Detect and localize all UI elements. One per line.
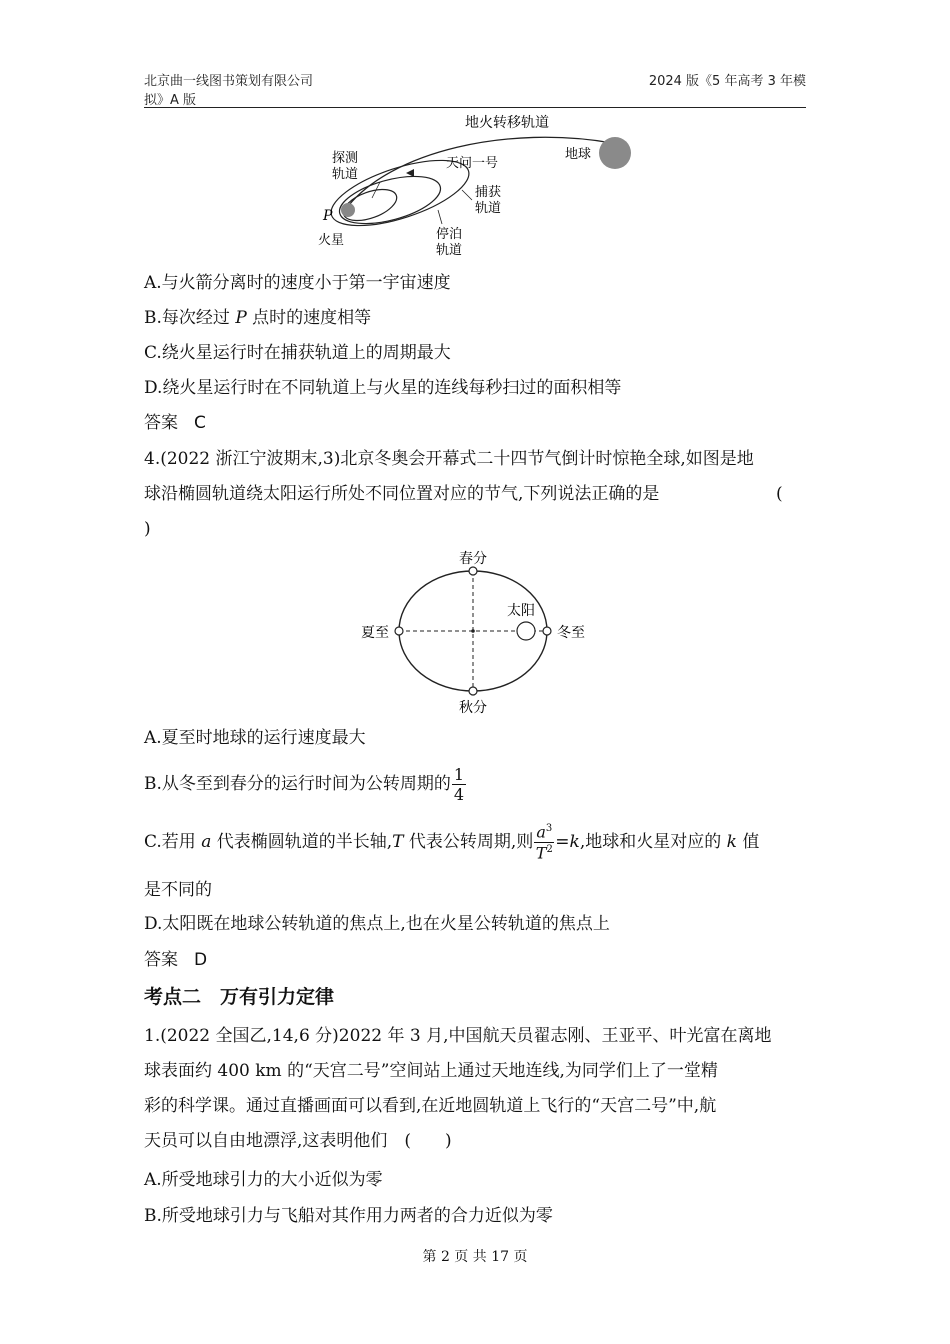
autumn-point — [469, 687, 477, 695]
q4-answer-label: 答案 — [144, 950, 178, 970]
q3-option-b-post: 点时的速度相等 — [246, 308, 372, 328]
q4-c-var-k2: k — [726, 832, 737, 852]
q4-option-b-text: B.从冬至到春分的运行时间为公转周期的 — [144, 774, 451, 794]
q4-option-c-line2: 是不同的 — [144, 880, 212, 900]
sun-icon — [517, 622, 535, 640]
q4-paren-close: ) — [144, 519, 151, 539]
earth-label: 地球 — [565, 147, 592, 162]
earth-orbit-figure — [355, 545, 605, 720]
q4-c-pre: C.若用 — [144, 832, 202, 852]
q4-c-var-a: a — [201, 832, 212, 852]
q4-c-den: T — [535, 842, 547, 862]
q4-c-num-sup: 3 — [545, 823, 553, 835]
q1-stem-line3: 彩的科学课。通过直播画面可以看到,在近地圆轨道上飞行的“天宫二号”中,航 — [144, 1096, 717, 1116]
q4-option-c — [144, 818, 759, 866]
earth-planet — [599, 137, 631, 169]
q4-c-num: a — [536, 822, 546, 842]
q3-option-d: D.绕火星运行时在不同轨道上与火星的连线每秒扫过的面积相等 — [144, 378, 622, 398]
q4-c-var-t: T — [392, 832, 404, 852]
parking-orbit-label-1: 停泊 — [436, 227, 463, 242]
point-p-label: P — [323, 208, 333, 224]
q4-c-fraction — [534, 824, 554, 861]
orbit-center — [471, 629, 475, 633]
q4-c-eq: = — [555, 832, 570, 852]
mars-label: 火星 — [318, 233, 345, 248]
winter-point — [543, 627, 551, 635]
q4-option-d: D.太阳既在地球公转轨道的焦点上,也在火星公转轨道的焦点上 — [144, 914, 610, 934]
capture-orbit-label-2: 轨道 — [475, 201, 502, 216]
autumn-label: 秋分 — [459, 700, 487, 716]
probe-orbit-label-1: 探测 — [332, 151, 359, 166]
q3-option-c: C.绕火星运行时在捕获轨道上的周期最大 — [144, 343, 451, 363]
sun-label: 太阳 — [507, 603, 535, 619]
q4-c-var-k: k — [569, 832, 580, 852]
q4-paren-open: ( — [776, 484, 783, 504]
probe-orbit-label-2: 轨道 — [332, 167, 359, 182]
q1-option-b: B.所受地球引力与飞船对其作用力两者的合力近似为零 — [144, 1206, 553, 1226]
page-footer: 第 2 页 共 17 页 — [422, 1249, 528, 1265]
q4-c-post: 值 — [736, 832, 760, 852]
q4-c-mid2: 代表公转周期,则 — [403, 832, 534, 852]
q4-c-den-sup: 2 — [546, 843, 553, 855]
q4-option-b — [144, 762, 467, 806]
q4-c-mid3: ,地球和火星对应的 — [579, 832, 727, 852]
header-rule — [144, 107, 806, 108]
tianwen-label: 天问一号 — [446, 156, 499, 171]
header-book-title: 2024 版《5 年高考 3 年模 — [648, 74, 806, 89]
q3-answer-value: C — [194, 413, 206, 433]
q3-option-b-pre: B.每次经过 — [144, 308, 236, 328]
q1-option-a: A.所受地球引力的大小近似为零 — [144, 1170, 383, 1190]
q4-stem-line1: 4.(2022 浙江宁波期末,3)北京冬奥会开幕式二十四节气倒计时惊艳全球,如图是地 — [144, 449, 754, 469]
q1-stem-line1: 1.(2022 全国乙,14,6 分)2022 年 3 月,中国航天员翟志刚、王亚平、叶光富在离地 — [144, 1026, 772, 1046]
fraction-numerator: 1 — [453, 764, 465, 784]
winter-label: 冬至 — [557, 625, 585, 641]
q3-option-b — [144, 306, 371, 330]
header-company: 北京曲一线图书策划有限公司 — [144, 74, 314, 89]
fraction-denominator: 4 — [453, 784, 465, 804]
q4-option-a: A.夏至时地球的运行速度最大 — [144, 728, 366, 748]
mars-orbit-figure — [310, 110, 640, 260]
q3-option-b-var: P — [235, 308, 247, 328]
q4-answer — [144, 948, 207, 972]
q3-answer-label: 答案 — [144, 413, 178, 433]
q3-option-a: A.与火箭分离时的速度小于第一宇宙速度 — [144, 273, 451, 293]
q4-answer-value: D — [194, 950, 208, 970]
q4-stem-line2: 球沿椭圆轨道绕太阳运行所处不同位置对应的节气,下列说法正确的是 — [144, 484, 660, 504]
transfer-orbit-label: 地火转移轨道 — [465, 115, 549, 131]
mars-planet — [341, 203, 355, 217]
summer-label: 夏至 — [361, 625, 389, 641]
capture-orbit-label-1: 捕获 — [475, 185, 502, 200]
q3-answer — [144, 411, 206, 435]
q4-option-b-fraction — [452, 764, 466, 804]
section-heading: 考点二 万有引力定律 — [144, 986, 335, 1008]
parking-orbit-label-2: 轨道 — [436, 243, 463, 258]
spring-label: 春分 — [459, 551, 487, 567]
q4-c-mid1: 代表椭圆轨道的半长轴, — [211, 832, 393, 852]
summer-point — [395, 627, 403, 635]
spring-point — [469, 567, 477, 575]
q1-stem-line2: 球表面约 400 km 的“天宫二号”空间站上通过天地连线,为同学们上了一堂精 — [144, 1061, 718, 1081]
header-company-cont: 拟》A 版 — [144, 93, 197, 108]
q1-stem-line4: 天员可以自由地漂浮,这表明他们 ( ) — [144, 1131, 452, 1151]
probe-icon — [406, 169, 414, 177]
